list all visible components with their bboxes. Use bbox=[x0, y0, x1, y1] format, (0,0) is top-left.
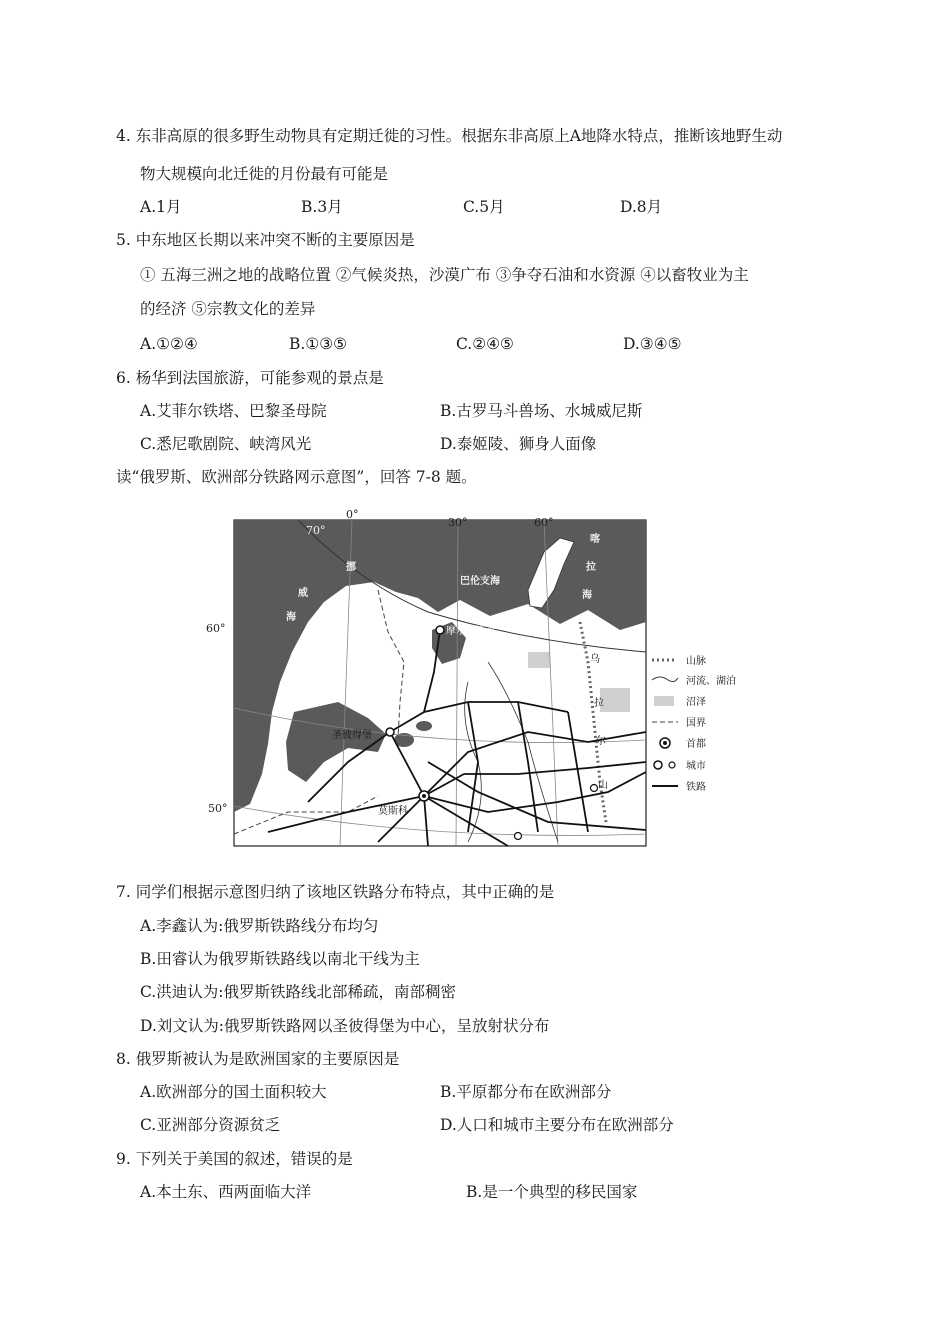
sea-label-norwegian-3: 海 bbox=[286, 612, 296, 623]
legend-capital: 首都 bbox=[686, 739, 706, 750]
mountain-label-1: 乌 bbox=[590, 654, 600, 665]
sea-label-barents: 巴伦支海 bbox=[460, 576, 500, 587]
q4-option-b: B.3月 bbox=[301, 198, 343, 216]
q9-option-b: B.是一个典型的移民国家 bbox=[466, 1183, 638, 1201]
q4-option-a: A.1月 bbox=[140, 198, 182, 216]
q8-option-d: D.人口和城市主要分布在欧洲部分 bbox=[440, 1116, 674, 1134]
sea-label-kara-1: 喀 bbox=[590, 534, 600, 545]
q5-option-b: B.①③⑤ bbox=[289, 335, 348, 353]
legend-railway: 铁路 bbox=[686, 782, 706, 793]
deg-label-60e: 60° bbox=[534, 516, 554, 529]
deg-label-70: 70° bbox=[306, 524, 326, 537]
q7-option-a: A.李鑫认为:俄罗斯铁路线分布均匀 bbox=[140, 917, 379, 935]
city-marker bbox=[591, 785, 598, 792]
q5-option-d: D.③④⑤ bbox=[623, 335, 682, 353]
lake-onega bbox=[416, 721, 432, 731]
q6-option-d: D.泰姬陵、狮身人面像 bbox=[440, 435, 597, 453]
city-murmansk-marker bbox=[436, 626, 444, 634]
legend-city-symbol bbox=[654, 761, 662, 769]
q6-option-a: A.艾菲尔铁塔、巴黎圣母院 bbox=[140, 402, 327, 420]
swamp-patch bbox=[600, 688, 630, 712]
q4-option-c: C.5月 bbox=[463, 198, 505, 216]
legend-river: 河流、湖泊 bbox=[686, 676, 736, 687]
legend-swamp-symbol bbox=[654, 696, 674, 706]
q9-stem: 9. 下列关于美国的叙述，错误的是 bbox=[116, 1150, 353, 1168]
q5-stem-line2: ① 五海三洲之地的战略位置 ②气候炎热，沙漠广布 ③争夺石油和水资源 ④以畜牧业为主 bbox=[140, 266, 749, 284]
swamp-patch bbox=[528, 652, 550, 668]
sea-label-kara-2: 拉 bbox=[586, 562, 596, 573]
deg-label-50n: 50° bbox=[208, 802, 228, 815]
q6-stem: 6. 杨华到法国旅游，可能参观的景点是 bbox=[116, 369, 384, 387]
q8-option-a: A.欧洲部分的国土面积较大 bbox=[140, 1083, 327, 1101]
q5-option-c: C.②④⑤ bbox=[456, 335, 514, 353]
q7-option-d: D.刘文认为:俄罗斯铁路网以圣彼得堡为中心，呈放射状分布 bbox=[140, 1017, 550, 1035]
q5-stem-line1: 5. 中东地区长期以来冲突不断的主要原因是 bbox=[116, 231, 415, 249]
q8-option-b: B.平原都分布在欧洲部分 bbox=[440, 1083, 612, 1101]
q4-stem-line2: 物大规模向北迁徙的月份最有可能是 bbox=[140, 165, 389, 183]
legend-river-symbol bbox=[652, 677, 678, 682]
deg-label-0: 0° bbox=[346, 508, 359, 521]
capital-dot bbox=[422, 794, 426, 798]
mountain-label-3: 尔 bbox=[596, 736, 606, 747]
q7-option-c: C.洪迪认为:俄罗斯铁路线北部稀疏，南部稠密 bbox=[140, 983, 456, 1001]
q8-stem: 8. 俄罗斯被认为是欧洲国家的主要原因是 bbox=[116, 1050, 400, 1068]
q7-option-b: B.田睿认为俄罗斯铁路线以南北干线为主 bbox=[140, 950, 420, 968]
legend-swamp: 沼泽 bbox=[686, 697, 706, 708]
city-st-petersburg-marker bbox=[386, 728, 394, 736]
sea-label-norwegian-2: 威 bbox=[298, 588, 308, 599]
sea-label-kara-3: 海 bbox=[582, 590, 592, 601]
q9-option-a: A.本土东、西两面临大洋 bbox=[140, 1183, 312, 1201]
deg-label-30: 30° bbox=[448, 516, 468, 529]
legend-mountain: 山脉 bbox=[686, 656, 706, 667]
deg-label-60n: 60° bbox=[206, 622, 226, 635]
q5-option-a: A.①②④ bbox=[140, 335, 198, 353]
q5-stem-line3: 的经济 ⑤宗教文化的差异 bbox=[140, 300, 316, 318]
q7-stem: 7. 同学们根据示意图归纳了该地区铁路分布特点，其中正确的是 bbox=[116, 883, 555, 901]
city-label-st-petersburg: 圣彼得堡 bbox=[332, 730, 372, 741]
q4-option-d: D.8月 bbox=[620, 198, 663, 216]
mountain-label-2: 拉 bbox=[594, 698, 604, 709]
sea-label-norwegian-1: 挪 bbox=[346, 562, 356, 573]
railway-map bbox=[206, 508, 763, 850]
mountain-label-4: 山 bbox=[598, 780, 608, 791]
city-label-murmansk: 摩尔曼斯克 bbox=[446, 626, 496, 637]
q6-option-b: B.古罗马斗兽场、水城威尼斯 bbox=[440, 402, 643, 420]
city-label-moscow: 莫斯科 bbox=[378, 806, 408, 817]
map-legend bbox=[652, 654, 736, 793]
legend-city: 城市 bbox=[686, 761, 706, 772]
legend-border: 国界 bbox=[686, 718, 706, 729]
q8-option-c: C.亚洲部分资源贫乏 bbox=[140, 1116, 281, 1134]
q6-option-c: C.悉尼歌剧院、峡湾风光 bbox=[140, 435, 312, 453]
q4-stem-line1: 4. 东非高原的很多野生动物具有定期迁徙的习性。根据东非高原上A地降水特点，推断该地野生动 bbox=[116, 127, 783, 145]
map-intro: 读“俄罗斯、欧洲部分铁路网示意图”，回答 7-8 题。 bbox=[116, 468, 477, 486]
city-marker bbox=[515, 833, 522, 840]
